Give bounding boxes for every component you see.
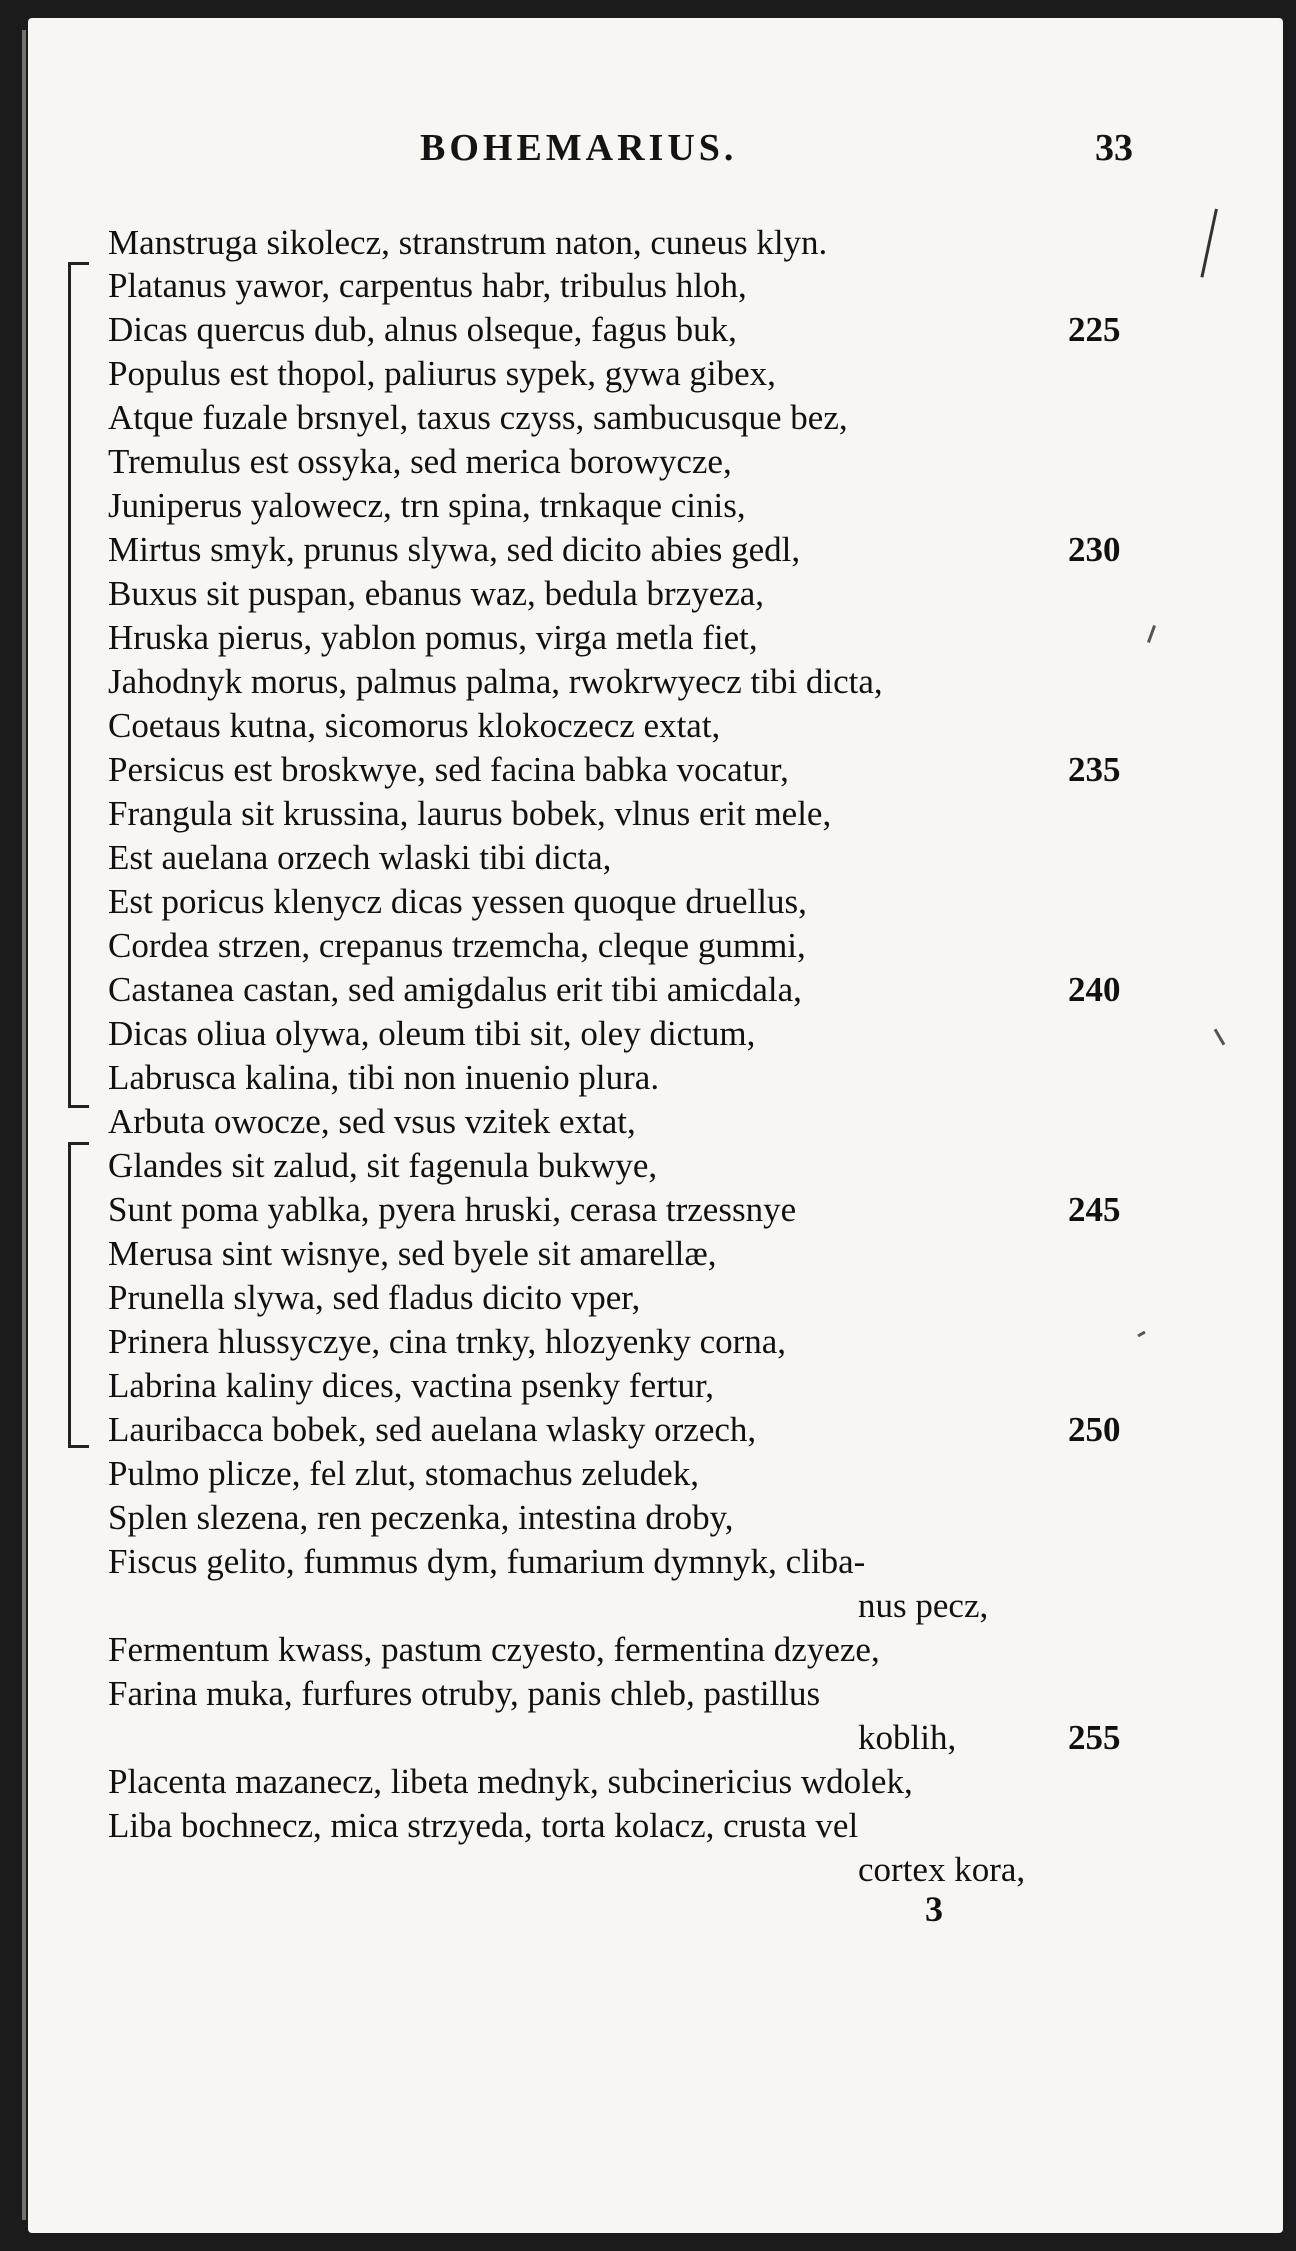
verse-line-continuation: koblih, bbox=[858, 1718, 957, 1757]
verse-line: Hruska pierus, yablon pomus, virga metla fiet, bbox=[108, 618, 758, 657]
verse-line: Labrina kaliny dices, vactina psenky fertur, bbox=[108, 1366, 715, 1405]
line-number: 245 bbox=[1068, 1190, 1121, 1229]
verse-line: Splen slezena, ren peczenka, intestina droby, bbox=[108, 1498, 734, 1537]
verse-line: Cordea strzen, crepanus trzemcha, cleque gummi, bbox=[108, 926, 806, 965]
verse-line: Platanus yawor, carpentus habr, tribulus hloh, bbox=[108, 266, 747, 305]
verse-line: Farina muka, furfures otruby, panis chleb, pastillus bbox=[108, 1674, 821, 1713]
running-head: BOHEMARIUS. bbox=[420, 127, 738, 169]
line-number: 225 bbox=[1068, 310, 1121, 349]
verse-line: Prunella slywa, sed fladus dicito vper, bbox=[108, 1278, 641, 1317]
verse-line: Liba bochnecz, mica strzyeda, torta kolacz, crusta vel bbox=[108, 1806, 859, 1845]
verse-line: Est poricus klenycz dicas yessen quoque druellus, bbox=[108, 882, 807, 921]
signature-mark: 3 bbox=[925, 1889, 943, 1929]
verse-line: Pulmo plicze, fel zlut, stomachus zeludek, bbox=[108, 1454, 699, 1493]
margin-bracket bbox=[68, 262, 89, 1108]
verse-line: Fiscus gelito, fummus dym, fumarium dymnyk, cliba- bbox=[108, 1542, 866, 1581]
verse-line: Mirtus smyk, prunus slywa, sed dicito abies gedl, bbox=[108, 530, 801, 569]
verse-line: Jahodnyk morus, palmus palma, rwokrwyecz tibi dicta, bbox=[108, 662, 883, 701]
verse-line: Atque fuzale brsnyel, taxus czyss, sambucusque bez, bbox=[108, 398, 848, 437]
verse-line: Dicas quercus dub, alnus olseque, fagus buk, bbox=[108, 310, 737, 349]
verse-line: Labrusca kalina, tibi non inuenio plura. bbox=[108, 1058, 660, 1097]
verse-line: Fermentum kwass, pastum czyesto, fermentina dzyeze, bbox=[108, 1630, 880, 1669]
line-number: 230 bbox=[1068, 530, 1121, 569]
verse-line: Buxus sit puspan, ebanus waz, bedula brzyeza, bbox=[108, 574, 765, 613]
page-edge bbox=[22, 30, 26, 2220]
verse-line: Frangula sit krussina, laurus bobek, vlnus erit mele, bbox=[108, 794, 832, 833]
verse-line: Populus est thopol, paliurus sypek, gywa gibex, bbox=[108, 354, 776, 393]
page-number: 33 bbox=[1095, 127, 1133, 169]
verse-line: Glandes sit zalud, sit fagenula bukwye, bbox=[108, 1146, 658, 1185]
verse-line: Sunt poma yablka, pyera hruski, cerasa trzessnye bbox=[108, 1190, 797, 1229]
line-number: 255 bbox=[1068, 1718, 1121, 1757]
verse-line: Coetaus kutna, sicomorus klokoczecz extat, bbox=[108, 706, 721, 745]
verse-line: Placenta mazanecz, libeta mednyk, subcinericius wdolek, bbox=[108, 1762, 913, 1801]
verse-line: Prinera hlussyczye, cina trnky, hlozyenky corna, bbox=[108, 1322, 787, 1361]
verse-line: Merusa sint wisnye, sed byele sit amarellæ, bbox=[108, 1234, 717, 1273]
margin-bracket bbox=[68, 1142, 89, 1448]
verse-line: Dicas oliua olywa, oleum tibi sit, oley dictum, bbox=[108, 1014, 756, 1053]
verse-line: Lauribacca bobek, sed auelana wlasky orzech, bbox=[108, 1410, 757, 1449]
verse-line: Juniperus yalowecz, trn spina, trnkaque cinis, bbox=[108, 486, 746, 525]
verse-line: Tremulus est ossyka, sed merica borowycze, bbox=[108, 442, 732, 481]
verse-line: Manstruga sikolecz, stranstrum naton, cuneus klyn. bbox=[108, 223, 828, 262]
verse-line: Persicus est broskwye, sed facina babka vocatur, bbox=[108, 750, 789, 789]
verse-line-continuation: nus pecz, bbox=[858, 1586, 989, 1625]
verse-line-continuation: cortex kora, bbox=[858, 1850, 1026, 1889]
verse-line: Arbuta owocze, sed vsus vzitek extat, bbox=[108, 1102, 636, 1141]
line-number: 250 bbox=[1068, 1410, 1121, 1449]
verse-line: Est auelana orzech wlaski tibi dicta, bbox=[108, 838, 612, 877]
line-number: 240 bbox=[1068, 970, 1121, 1009]
verse-line: Castanea castan, sed amigdalus erit tibi amicdala, bbox=[108, 970, 802, 1009]
line-number: 235 bbox=[1068, 750, 1121, 789]
